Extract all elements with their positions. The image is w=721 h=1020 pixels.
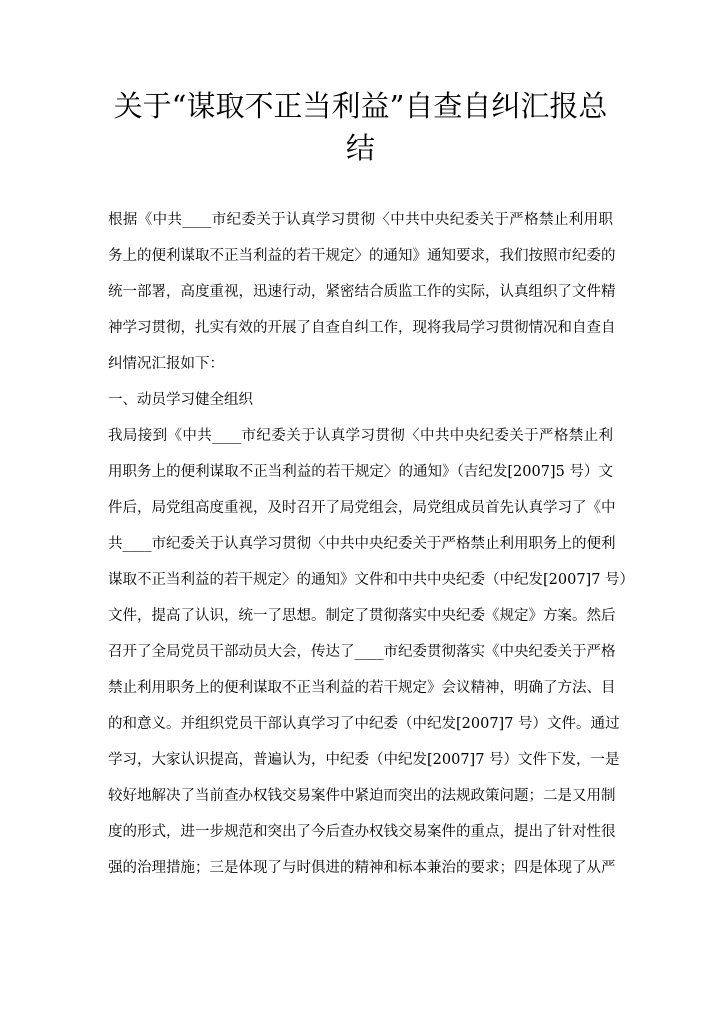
- intro-line-2: 务上的便利谋取不正当利益的若干规定〉的通知》通知要求，我们按照市纪委的: [108, 248, 616, 264]
- section-one-line-5: 谋取不正当利益的若干规定〉的通知》文件和中共中央纪委（中纪发[2007]7 号）: [108, 572, 635, 588]
- section-one-line-6: 文件，提高了认识，统一了思想。制定了贯彻落实中央纪委《规定》方案。然后: [108, 608, 616, 624]
- intro-line-4: 神学习贯彻，扎实有效的开展了自查自纠工作，现将我局学习贯彻情况和自查自: [108, 320, 616, 336]
- section-one-line-7: 召开了全局党员干部动员大会，传达了____市纪委贯彻落实《中央纪委关于严格: [108, 644, 616, 660]
- section-heading: 一、动员学习健全组织: [108, 392, 253, 408]
- section-one-line-1: 我局接到《中共____市纪委关于认真学习贯彻〈中共中央纪委关于严格禁止利: [108, 428, 613, 444]
- section-one-line-12: 度的形式，进一步规范和突出了今后查办权钱交易案件的重点，提出了针对性很: [108, 824, 616, 840]
- section-one-line-4: 共____市纪委关于认真学习贯彻〈中共中央纪委关于严格禁止利用职务上的便利: [108, 536, 616, 552]
- document-title-line-1: 关于“谋取不正当利益”自查自纠汇报总: [113, 89, 608, 123]
- intro-line-3: 统一部署，高度重视，迅速行动，紧密结合质监工作的实际，认真组织了文件精: [108, 284, 616, 300]
- section-one-line-3: 件后，局党组高度重视，及时召开了局党组会，局党组成员首先认真学习了《中: [108, 500, 616, 516]
- section-one-line-11: 较好地解决了当前查办权钱交易案件中紧迫而突出的法规政策问题；二是又用制: [108, 788, 616, 804]
- intro-line-5: 纠情况汇报如下：: [108, 356, 224, 372]
- section-one-line-9: 的和意义。并组织党员干部认真学习了中纪委（中纪发[2007]7 号）文件。通过: [108, 716, 620, 732]
- section-one-line-10: 学习，大家认识提高，普遍认为，中纪委（中纪发[2007]7 号）文件下发，一是: [108, 752, 620, 768]
- intro-line-1: 根据《中共____市纪委关于认真学习贯彻〈中共中央纪委关于严格禁止利用职: [108, 212, 613, 228]
- section-one-line-13: 强的治理措施；三是体现了与时俱进的精神和标本兼治的要求；四是体现了从严: [108, 860, 616, 876]
- document-title-line-2: 结: [345, 131, 375, 165]
- section-one-line-2: 用职务上的便利谋取不正当利益的若干规定〉的通知》（吉纪发[2007]5 号）文: [108, 464, 613, 480]
- section-one-line-8: 禁止利用职务上的便利谋取不正当利益的若干规定》会议精神，明确了方法、目: [108, 680, 616, 696]
